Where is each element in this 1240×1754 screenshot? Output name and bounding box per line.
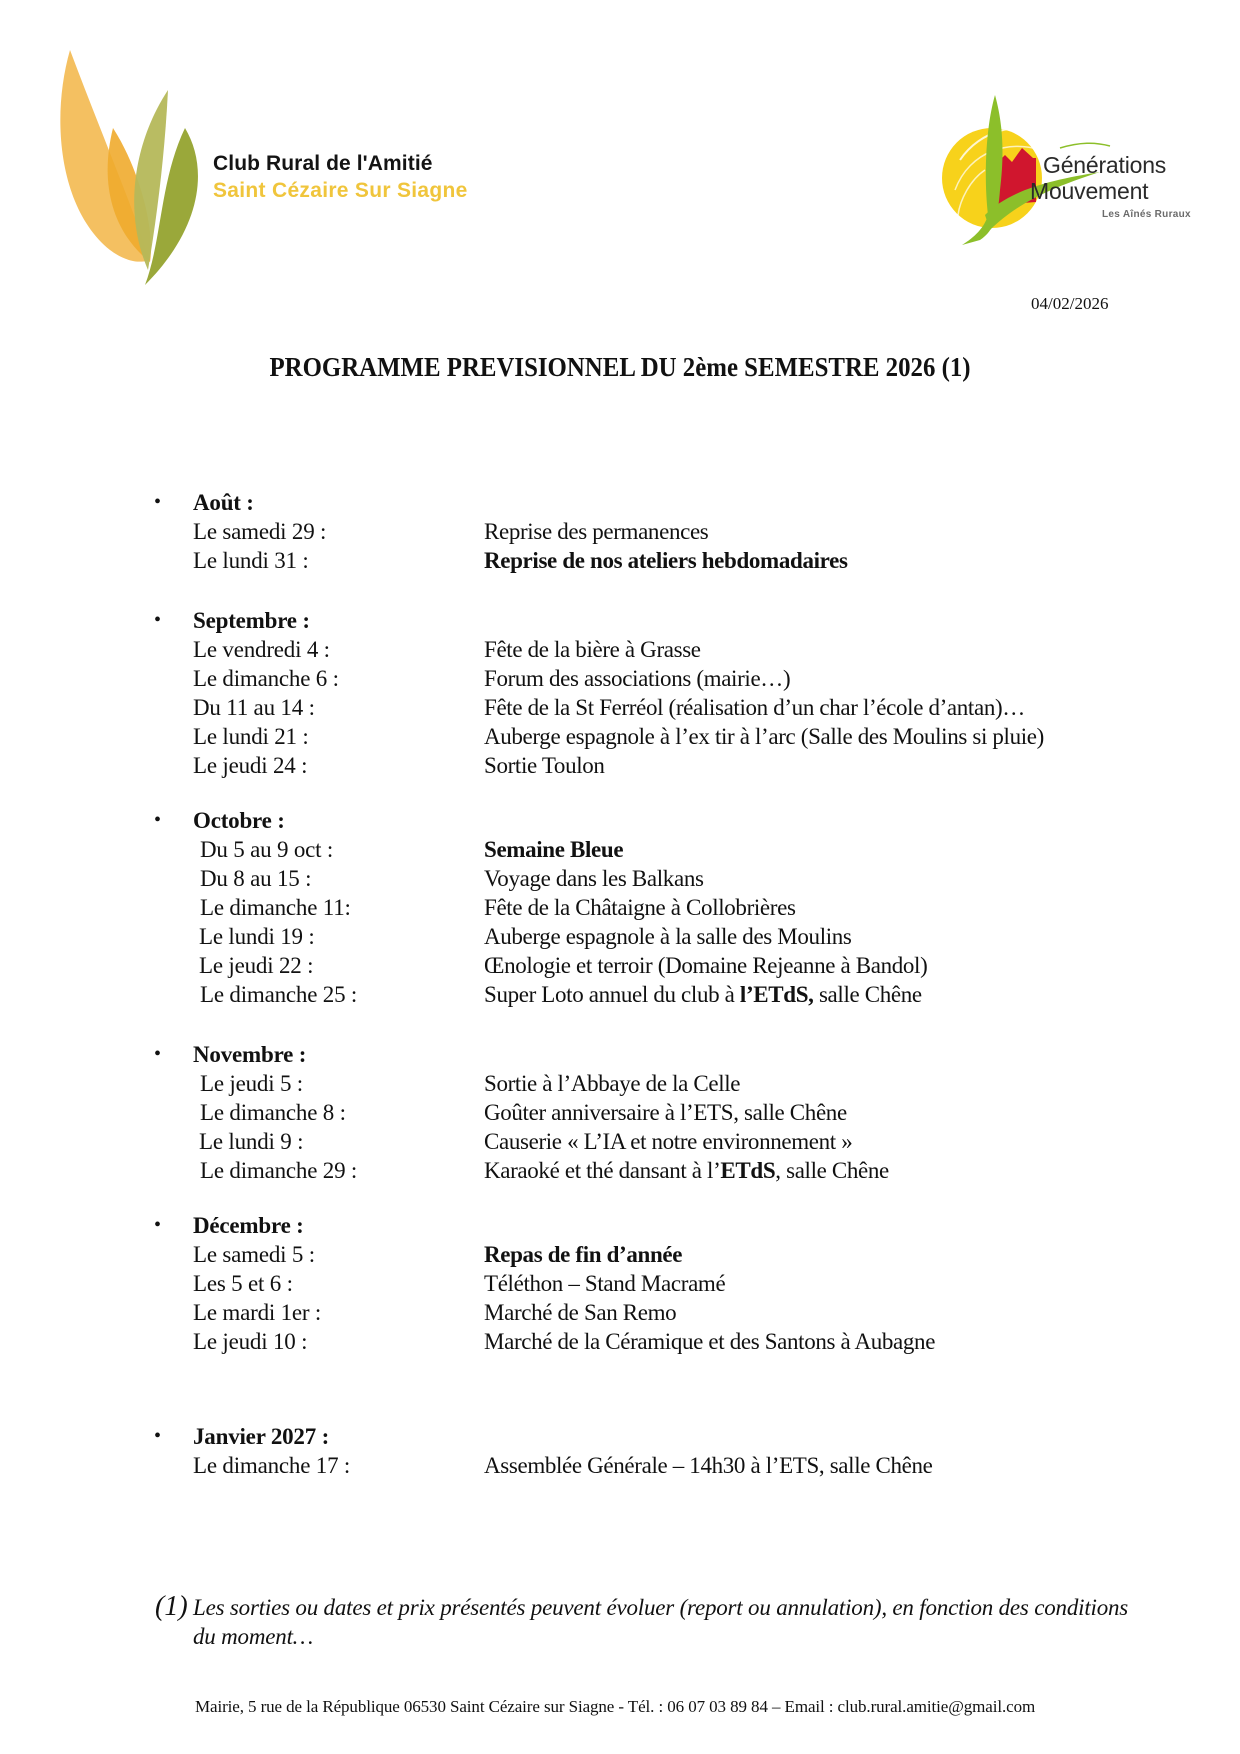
event-description [484,664,790,693]
event-description-part: Causerie « L’IA et notre environnement » [484,1129,853,1154]
event-description [484,751,605,780]
month-section [0,488,1240,575]
event-row [0,922,1240,951]
event-date: Le lundi 19 : [199,924,315,949]
event-row [0,835,1240,864]
event-date: Le vendredi 4 : [193,637,330,662]
event-description-part: , salle Chêne [775,1158,889,1183]
event-date: Le samedi 29 : [193,519,327,544]
event-date: Le jeudi 10 : [193,1329,308,1354]
month-header [0,806,1240,835]
event-description-part: Forum des associations (mairie…) [484,666,791,691]
event-description-part: Auberge espagnole à la salle des Moulins [484,924,852,949]
event-description-part: Auberge espagnole à l’ex tir à l’arc (Salle des Moulins si pluie) [484,724,1044,749]
footer-contact: Mairie, 5 rue de la République 06530 Saint Cézaire sur Siagne - Tél. : 06 07 03 89 84 – Email : club.rural.amitie@gmail.com [195,1697,1036,1716]
club-name: Club Rural de l'Amitié [213,152,433,175]
event-description [484,722,1044,751]
event-description-part: Fête de la Châtaigne à Collobrières [484,895,796,920]
event-description-part: Goûter anniversaire à l’ETS, salle Chêne [484,1100,847,1125]
document-date: 04/02/2026 [1031,294,1109,313]
event-row [0,893,1240,922]
month-title: Janvier 2027 : [193,1424,330,1449]
event-row [0,635,1240,664]
event-date: Les 5 et 6 : [193,1271,293,1296]
month-title: Septembre : [193,608,310,633]
event-date: Le lundi 9 : [199,1129,304,1154]
event-description [484,693,1025,722]
event-description [484,864,704,893]
event-date: Le samedi 5 : [193,1242,315,1267]
bullet-icon: • [154,1043,162,1065]
club-logo [50,40,510,300]
event-row [0,1298,1240,1327]
event-description-bold: Semaine Bleue [484,837,624,862]
month-section [0,806,1240,1009]
event-description-part: Fête de la bière à Grasse [484,637,701,662]
event-date: Le dimanche 25 : [200,982,358,1007]
month-header [0,1211,1240,1240]
bullet-icon: • [154,491,162,513]
bullet-icon: • [154,1425,162,1447]
event-description-part: Téléthon – Stand Macramé [484,1271,726,1296]
event-row [0,1127,1240,1156]
event-description [484,1127,852,1156]
event-description [484,951,927,980]
event-date: Le dimanche 8 : [200,1100,346,1125]
event-description [484,1069,740,1098]
generations-mouvement-logo [940,90,1210,250]
event-row [0,751,1240,780]
month-header [0,1040,1240,1069]
month-title: Août : [193,490,254,515]
event-description-bold: l’ETdS, [739,982,814,1007]
event-row [0,1240,1240,1269]
event-date: Du 8 au 15 : [200,866,312,891]
event-row [0,693,1240,722]
event-row [0,1269,1240,1298]
event-date: Le mardi 1er : [193,1300,322,1325]
event-description [484,1240,682,1269]
footnote-mark: (1) [155,1591,188,1622]
event-date: Le jeudi 22 : [199,953,314,978]
event-date: Le jeudi 5 : [200,1071,303,1096]
event-description [484,1451,933,1480]
leaves-logo-icon [50,40,210,300]
month-section [0,1211,1240,1356]
event-row [0,546,1240,575]
event-date: Le dimanche 17 : [193,1453,351,1478]
event-description-part: Sortie à l’Abbaye de la Celle [484,1071,741,1096]
event-description-part: Karaoké et thé dansant à l’ [484,1158,721,1183]
bullet-icon: • [154,1214,162,1236]
month-section [0,1040,1240,1185]
event-row [0,1098,1240,1127]
event-row [0,864,1240,893]
event-row [0,517,1240,546]
event-date: Le dimanche 6 : [193,666,339,691]
bullet-icon: • [154,609,162,631]
event-description-part: Voyage dans les Balkans [484,866,704,891]
logo-line-generations: Générations [1043,152,1167,178]
month-title: Novembre : [193,1042,307,1067]
event-description-bold: ETdS [720,1158,776,1183]
event-date: Du 5 au 9 oct : [200,837,334,862]
logo-line-mouvement: Mouvement [1030,178,1149,204]
footnote-text: Les sorties ou dates et prix présentés peuvent évoluer (report ou annulation), en fonction des conditions du moment… [193,1595,1129,1649]
event-description [484,1298,676,1327]
event-date: Du 11 au 14 : [193,695,315,720]
event-description-part: Super Loto annuel du club à [484,982,740,1007]
event-description [484,517,708,546]
page-title [0,352,1240,383]
event-description [484,546,848,575]
event-description-bold: Reprise de nos ateliers hebdomadaires [484,548,848,573]
event-date: Le lundi 31 : [193,548,309,573]
event-row [0,1069,1240,1098]
event-row [0,664,1240,693]
month-section [0,1422,1240,1480]
event-description-part: salle Chêne [813,982,922,1007]
event-row [0,951,1240,980]
event-description-part: Fête de la St Ferréol (réalisation d’un char l’école d’antan)… [484,695,1025,720]
event-description [484,635,701,664]
event-description-part: Œnologie et terroir (Domaine Rejeanne à Bandol) [484,953,928,978]
event-description [484,893,796,922]
event-description [484,1269,725,1298]
bullet-icon: • [154,809,162,831]
event-row [0,1327,1240,1356]
event-description [484,980,922,1009]
month-title: Décembre : [193,1213,304,1238]
page-title-text: PROGRAMME PREVISIONNEL DU 2ème SEMESTRE 2026 (1) [269,352,971,382]
event-description [484,1327,935,1356]
month-header [0,488,1240,517]
event-date: Le lundi 21 : [193,724,309,749]
event-description-part: Reprise des permanences [484,519,709,544]
club-town: Saint Cézaire Sur Siagne [213,179,468,202]
event-row [0,1156,1240,1185]
event-row [0,1451,1240,1480]
event-description-part: Sortie Toulon [484,753,605,778]
month-header [0,606,1240,635]
event-description [484,922,852,951]
event-description [484,1098,847,1127]
event-description-part: Marché de San Remo [484,1300,677,1325]
event-date: Le jeudi 24 : [193,753,308,778]
event-description-bold: Repas de fin d’année [484,1242,683,1267]
month-section [0,606,1240,780]
event-row [0,980,1240,1009]
event-description-part: Assemblée Générale – 14h30 à l’ETS, salle Chêne [484,1453,933,1478]
event-date: Le dimanche 11: [200,895,351,920]
event-row [0,722,1240,751]
event-date: Le dimanche 29 : [200,1158,358,1183]
month-title: Octobre : [193,808,285,833]
event-description [484,1156,889,1185]
logo-tagline: Les Aînés Ruraux [1102,209,1191,220]
month-header [0,1422,1240,1451]
event-description-part: Marché de la Céramique et des Santons à Aubagne [484,1329,936,1354]
event-description [484,835,623,864]
